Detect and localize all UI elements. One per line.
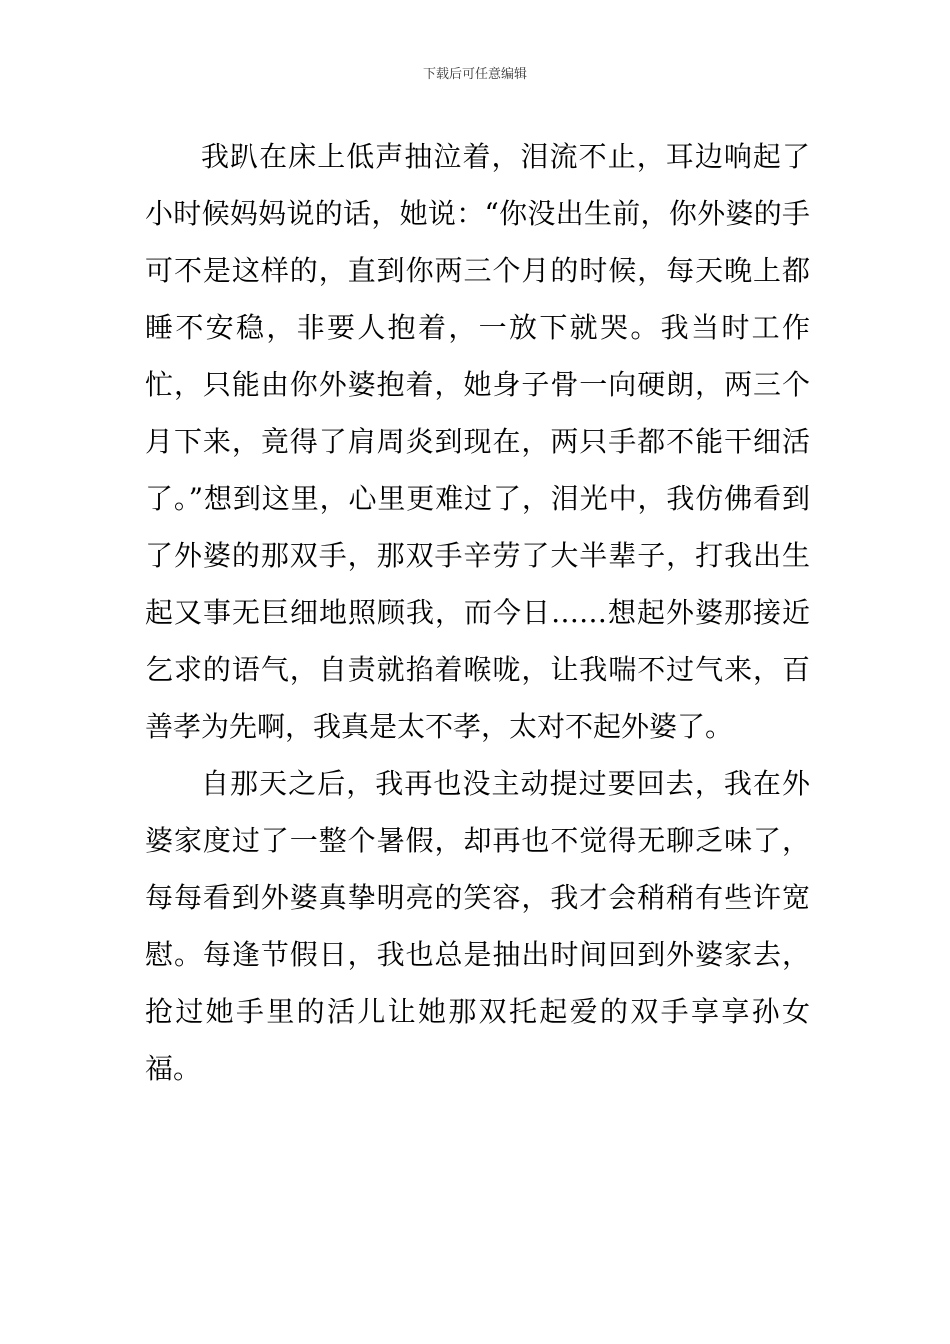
document-body [145, 128, 810, 1097]
paragraph-1: 我趴在床上低声抽泣着，泪流不止，耳边响起了小时候妈妈说的话，她说：“你没出生前，你外婆的手可不是这样的，直到你两三个月的时候，每天晚上都睡不安稳，非要人抱着，一放下就哭。我当时工作忙，只能由你外婆抱着，她身子骨一向硬朗，两三个月下来，竟得了肩周炎到现在，两只手都不能干细活了。”想到这里，心里更难过了，泪光中，我仿佛看到了外婆的那双手，那双手辛劳了大半辈子，打我出生起又事无巨细地照顾我，而今日……想起外婆那接近乞求的语气，自责就掐着喉咙，让我喘不过气来，百善孝为先啊，我真是太不孝，太对不起外婆了。 [145, 140, 810, 743]
page-header: 下载后可任意编辑 [422, 67, 527, 82]
paragraph-2: 自那天之后，我再也没主动提过要回去，我在外婆家度过了一整个暑假，却再也不觉得无聊乏味了，每每看到外婆真挚明亮的笑容，我才会稍稍有些许宽慰。每逢节假日，我也总是抽出时间回到外婆家去，抢过她手里的活儿让她那双托起爱的双手享享孙女福。 [145, 767, 810, 1085]
